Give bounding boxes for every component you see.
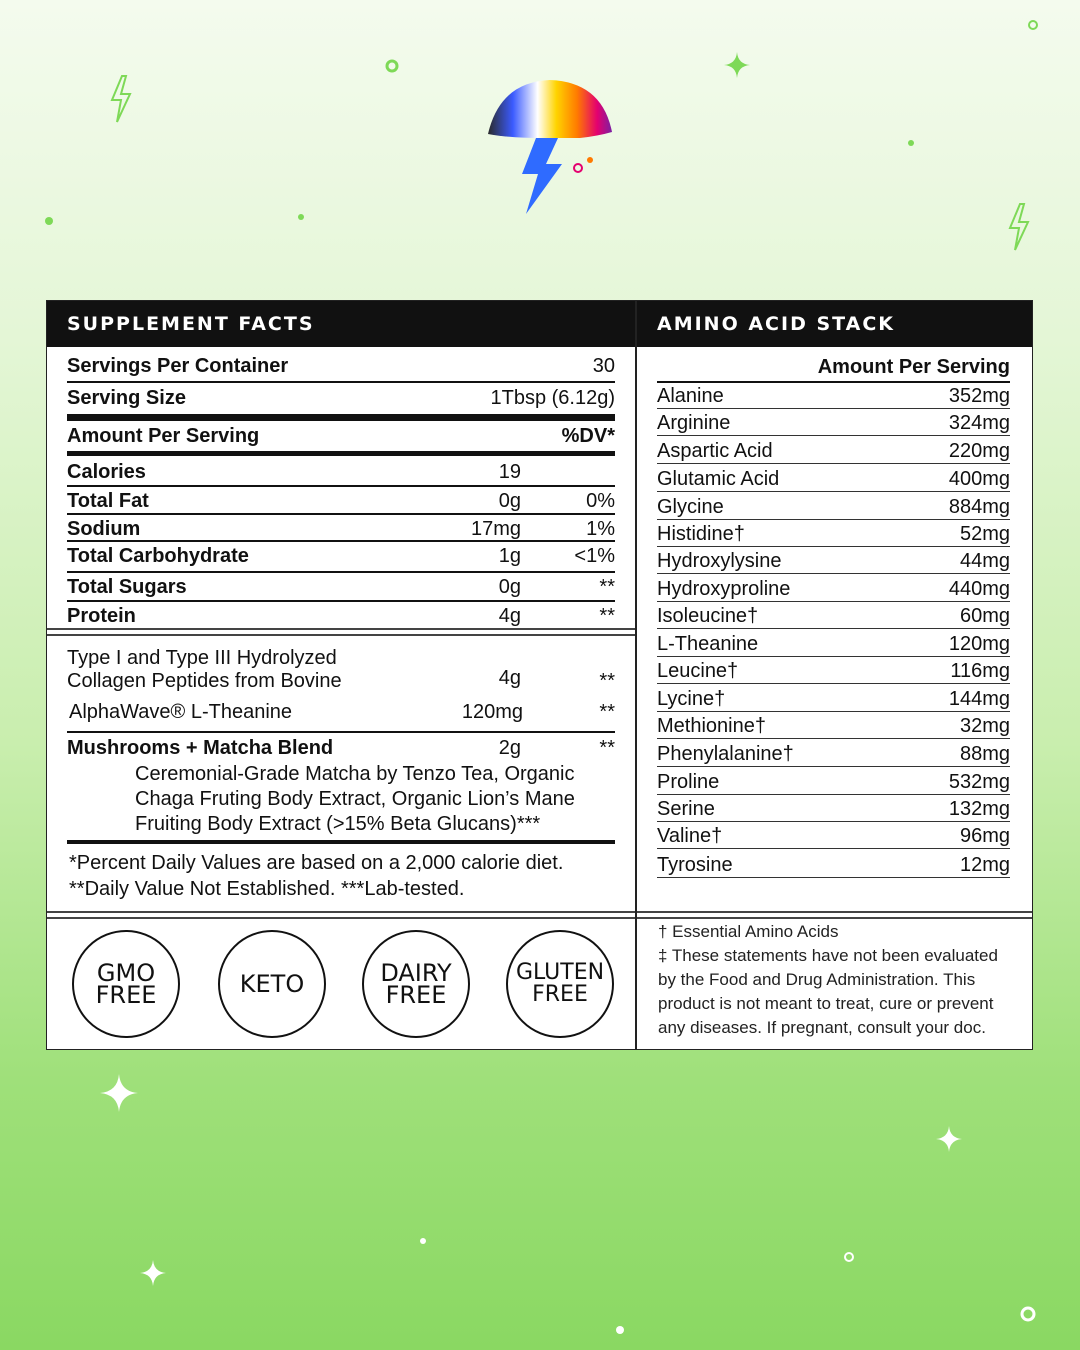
amino-row [657, 710, 1010, 739]
amino-name: Isoleucine† [657, 605, 759, 627]
dot-icon [418, 1236, 428, 1246]
nutrient-dv: ** [599, 605, 615, 627]
amino-amount: 60mg [959, 605, 1010, 627]
dot-icon [44, 216, 54, 226]
amino-name: Tyrosine [657, 854, 733, 876]
amino-row [657, 463, 1010, 492]
amino-name: Serine [657, 798, 715, 820]
amino-name: Hydroxylysine [657, 550, 782, 572]
amino-amount: 884mg [948, 496, 1010, 518]
sparkle-icon [140, 1260, 166, 1286]
amino-amount: 52mg [959, 523, 1010, 545]
ring-icon [1026, 18, 1040, 32]
amino-name: Histidine† [657, 523, 745, 545]
nutrient-dv: 0% [586, 490, 615, 512]
amino-row [657, 849, 1010, 878]
nutrient-amount: 19 [498, 461, 521, 483]
sparkle-icon [936, 1126, 962, 1152]
section-divider [47, 634, 635, 636]
nutrient-dv: 1% [586, 518, 615, 540]
section-divider [637, 917, 1032, 919]
dot-icon [296, 212, 306, 222]
divider [67, 513, 615, 515]
theanine-name: AlphaWave® L-Theanine [69, 701, 293, 723]
collagen-name-line1: Type I and Type III Hydrolyzed [67, 647, 337, 669]
nutrient-amount: 0g [498, 576, 521, 598]
essential-amino-note: † Essential Amino Acids [658, 922, 839, 941]
theanine-dv: ** [599, 701, 615, 723]
lightning-bolt-icon [108, 74, 134, 124]
amino-amount: 352mg [948, 385, 1010, 407]
dot-icon [906, 138, 916, 148]
amino-amount: 440mg [948, 578, 1010, 600]
serving-size-value: 1Tbsp (6.12g) [490, 387, 615, 409]
disclaimer-line2: by the Food and Drug Administration. This [658, 970, 976, 989]
amino-name: Alanine [657, 385, 724, 407]
blend-dv: ** [599, 737, 615, 759]
section-divider [637, 911, 1032, 913]
ring-icon [384, 58, 400, 74]
section-divider [47, 911, 635, 913]
divider [67, 485, 615, 487]
amino-amount-label: Amount Per Serving [817, 356, 1010, 378]
amino-name: Glutamic Acid [657, 468, 780, 490]
disclaimer-line3: product is not meant to treat, cure or prevent [658, 994, 994, 1013]
dairy-free-badge: DAIRY FREE [362, 930, 470, 1038]
amino-row [657, 820, 1010, 849]
nutrient-amount: 1g [498, 545, 521, 567]
thick-divider [67, 451, 615, 456]
nutrient-name: Protein [67, 605, 136, 627]
divider [67, 731, 615, 733]
amino-amount: 120mg [948, 633, 1010, 655]
section-divider [47, 917, 635, 919]
divider [67, 381, 615, 383]
dv-label: %DV* [561, 425, 615, 447]
dot-icon [614, 1324, 626, 1336]
amino-name: L-Theanine [657, 633, 759, 655]
amino-row [657, 380, 1010, 409]
nutrient-name: Total Carbohydrate [67, 545, 249, 567]
ring-icon [842, 1250, 856, 1264]
amino-amount: 12mg [959, 854, 1010, 876]
amino-row [657, 407, 1010, 436]
amino-row [657, 793, 1010, 822]
amino-name: Aspartic Acid [657, 440, 773, 462]
mushroom-logo-icon [480, 76, 620, 216]
amino-name: Leucine† [657, 660, 739, 682]
nutrient-name: Total Sugars [67, 576, 187, 598]
amino-name: Hydroxyproline [657, 578, 791, 600]
sparkle-icon [100, 1074, 138, 1112]
sparkle-icon [724, 52, 750, 78]
amino-amount: 324mg [948, 412, 1010, 434]
blend-name: Mushrooms + Matcha Blend [67, 737, 334, 759]
supplement-facts-panel: SUPPLEMENT FACTS Servings Per Container 30 Serving Size 1Tbsp (6.12g) Amount Per Serving %DV* Type I and Type III Hydrolyzed Collagen Peptides from Bovine 4g ** AlphaWave® L-Theanine 120mg ** Mushrooms + Matcha Blend 2g ** Ceremonial-Grade Matcha by Tenzo Tea, Organic Chaga Fruting Body Extract, Organic Lion’s Mane Fruiting Body Extract (>15% Beta Glucans)*** *Percent Daily Values are based on a 2,000 calorie diet. **Daily Value Not Established. ***Lab-tested. Calories 19 Total Fat 0g 0% Sodium 17mg 1% Total Carbohydrate 1g <1% Total Sugars 0g ** Protein 4g ** [46, 300, 636, 1050]
divider [67, 571, 615, 573]
disclaimer-line1: ‡ These statements have not been evaluated [658, 946, 998, 965]
amino-row [657, 573, 1010, 602]
collagen-amount: 4g [498, 667, 521, 689]
amino-row [657, 738, 1010, 767]
amino-amount: 32mg [959, 715, 1010, 737]
divider [67, 540, 615, 542]
amino-row [657, 491, 1010, 520]
gluten-free-badge: GLUTEN FREE [506, 930, 614, 1038]
theanine-amount: 120mg [461, 701, 523, 723]
amino-row [657, 545, 1010, 574]
lightning-bolt-icon [1006, 200, 1032, 254]
amino-row [657, 600, 1010, 629]
ring-icon [1018, 1304, 1038, 1324]
nutrient-name: Calories [67, 461, 146, 483]
amino-row [657, 518, 1010, 547]
servings-label: Servings Per Container [67, 355, 289, 377]
amino-row [657, 435, 1010, 464]
nutrient-amount: 17mg [470, 518, 521, 540]
amino-name: Methionine† [657, 715, 766, 737]
amino-acid-header: AMINO ACID STACK [637, 301, 1032, 347]
nutrient-name: Sodium [67, 518, 141, 540]
amino-name: Valine† [657, 825, 723, 847]
amino-amount: 144mg [948, 688, 1010, 710]
amino-name: Proline [657, 771, 720, 793]
amino-amount: 400mg [948, 468, 1010, 490]
amino-amount: 44mg [959, 550, 1010, 572]
amino-name: Phenylalanine† [657, 743, 794, 765]
servings-value: 30 [592, 355, 615, 377]
amino-row [657, 655, 1010, 684]
nutrient-name: Total Fat [67, 490, 149, 512]
amino-name: Arginine [657, 412, 731, 434]
amino-amount: 88mg [959, 743, 1010, 765]
amino-row [657, 766, 1010, 795]
nutrient-dv: ** [599, 576, 615, 598]
thick-divider [67, 414, 615, 421]
thick-divider [67, 840, 615, 844]
keto-badge: KETO [218, 930, 326, 1038]
collagen-dv: ** [599, 670, 615, 692]
amino-amount: 116mg [950, 660, 1010, 682]
nutrient-amount: 4g [498, 605, 521, 627]
gmo-free-badge: GMO FREE [72, 930, 180, 1038]
amino-amount: 132mg [948, 798, 1010, 820]
amino-amount: 220mg [948, 440, 1010, 462]
amino-amount: 532mg [948, 771, 1010, 793]
section-divider [47, 628, 635, 630]
amount-per-serving-label: Amount Per Serving [67, 425, 260, 447]
divider [67, 600, 615, 602]
amino-row [657, 683, 1010, 712]
collagen-name-line2: Collagen Peptides from Bovine [67, 670, 342, 692]
amino-name: Lycine† [657, 688, 726, 710]
amino-amount: 96mg [959, 825, 1010, 847]
disclaimer-line4: any diseases. If pregnant, consult your doc. [658, 1018, 986, 1037]
serving-size-label: Serving Size [67, 387, 186, 409]
nutrient-dv: <1% [574, 545, 615, 567]
supplement-facts-header: SUPPLEMENT FACTS [47, 301, 635, 347]
blend-amount: 2g [498, 737, 521, 759]
amino-row [657, 628, 1010, 657]
amino-name: Glycine [657, 496, 724, 518]
nutrient-amount: 0g [498, 490, 521, 512]
